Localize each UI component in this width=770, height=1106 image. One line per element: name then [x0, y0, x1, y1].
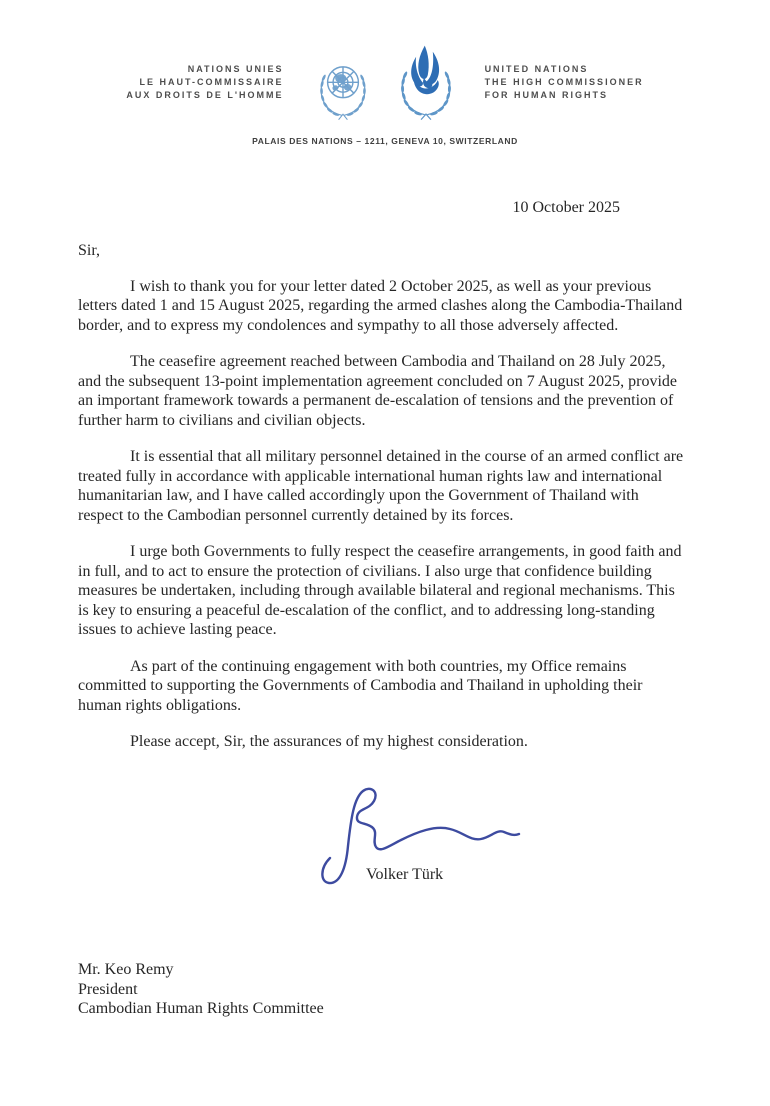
letterhead-english-line: FOR HUMAN RIGHTS: [484, 89, 609, 100]
letterhead-address: PALAIS DES NATIONS – 1211, GENEVA 10, SWITZERLAND: [252, 136, 518, 146]
letterhead-french-line: NATIONS UNIES: [187, 63, 284, 74]
paragraph-1: I wish to thank you for your letter dated 2 October 2025, as well as your previous letters dated 1 and 15 August 2025, regarding the armed clashes along the Cambodia-Thailand border, and to express my condolences and sympathy to all those adversely affected.: [78, 277, 683, 334]
letterhead-logos: [310, 40, 463, 124]
letterhead-french-title: [126, 63, 283, 102]
un-emblem-icon: [310, 56, 376, 124]
paragraph-4: I urge both Governments to fully respect the ceasefire arrangements, in good faith and in full, and to act to ensure the protection of civilians. I also urge that confidence building measures be undertaken, including through available bilateral and regional mechanisms. This is key to ensuring a peaceful de-escalation of the conflict, and to addressing long-standing issues to achieve lasting peace.: [78, 543, 682, 638]
recipient-name: Mr. Keo Remy: [78, 961, 174, 978]
paragraph-3: It is essential that all military personnel detained in the course of an armed conflict are treated fully in accordance with applicable international human rights law and international humanitarian law, and I have called accordingly upon the Government of Thailand with respect to the Cambodian personnel currently detained by its forces.: [78, 448, 684, 524]
letter-date: 10 October 2025: [512, 199, 620, 216]
letter-body: [78, 241, 686, 769]
closing-line: Please accept, Sir, the assurances of my highest consideration.: [130, 733, 528, 750]
letterhead: [0, 40, 770, 124]
letterhead-english-line: THE HIGH COMMISSIONER: [484, 76, 644, 87]
ohchr-flame-icon: [389, 40, 463, 124]
paragraph-2: The ceasefire agreement reached between Cambodia and Thailand on 28 July 2025, and the subsequent 13-point implementation agreement concluded on 7 August 2025, provide an important framework towards a permanent de-escalation of tensions and the prevention of further harm to civilians and civilian objects.: [78, 353, 677, 429]
letterhead-english-line: UNITED NATIONS: [484, 63, 589, 74]
paragraph-5: As part of the continuing engagement with both countries, my Office remains committed to supporting the Governments of Cambodia and Thailand in upholding their human rights obligations.: [78, 657, 643, 714]
recipient-block: [78, 960, 324, 1019]
letterhead-french-line: AUX DROITS DE L'HOMME: [126, 89, 284, 100]
salutation: Sir,: [78, 242, 101, 259]
recipient-organization: Cambodian Human Rights Committee: [78, 1000, 324, 1017]
signatory-name: Volker Türk: [366, 866, 444, 883]
recipient-title: President: [78, 980, 138, 998]
letterhead-french-line: LE HAUT-COMMISSAIRE: [139, 76, 284, 87]
letterhead-english-title: [485, 63, 644, 102]
signature-block: [316, 784, 530, 894]
